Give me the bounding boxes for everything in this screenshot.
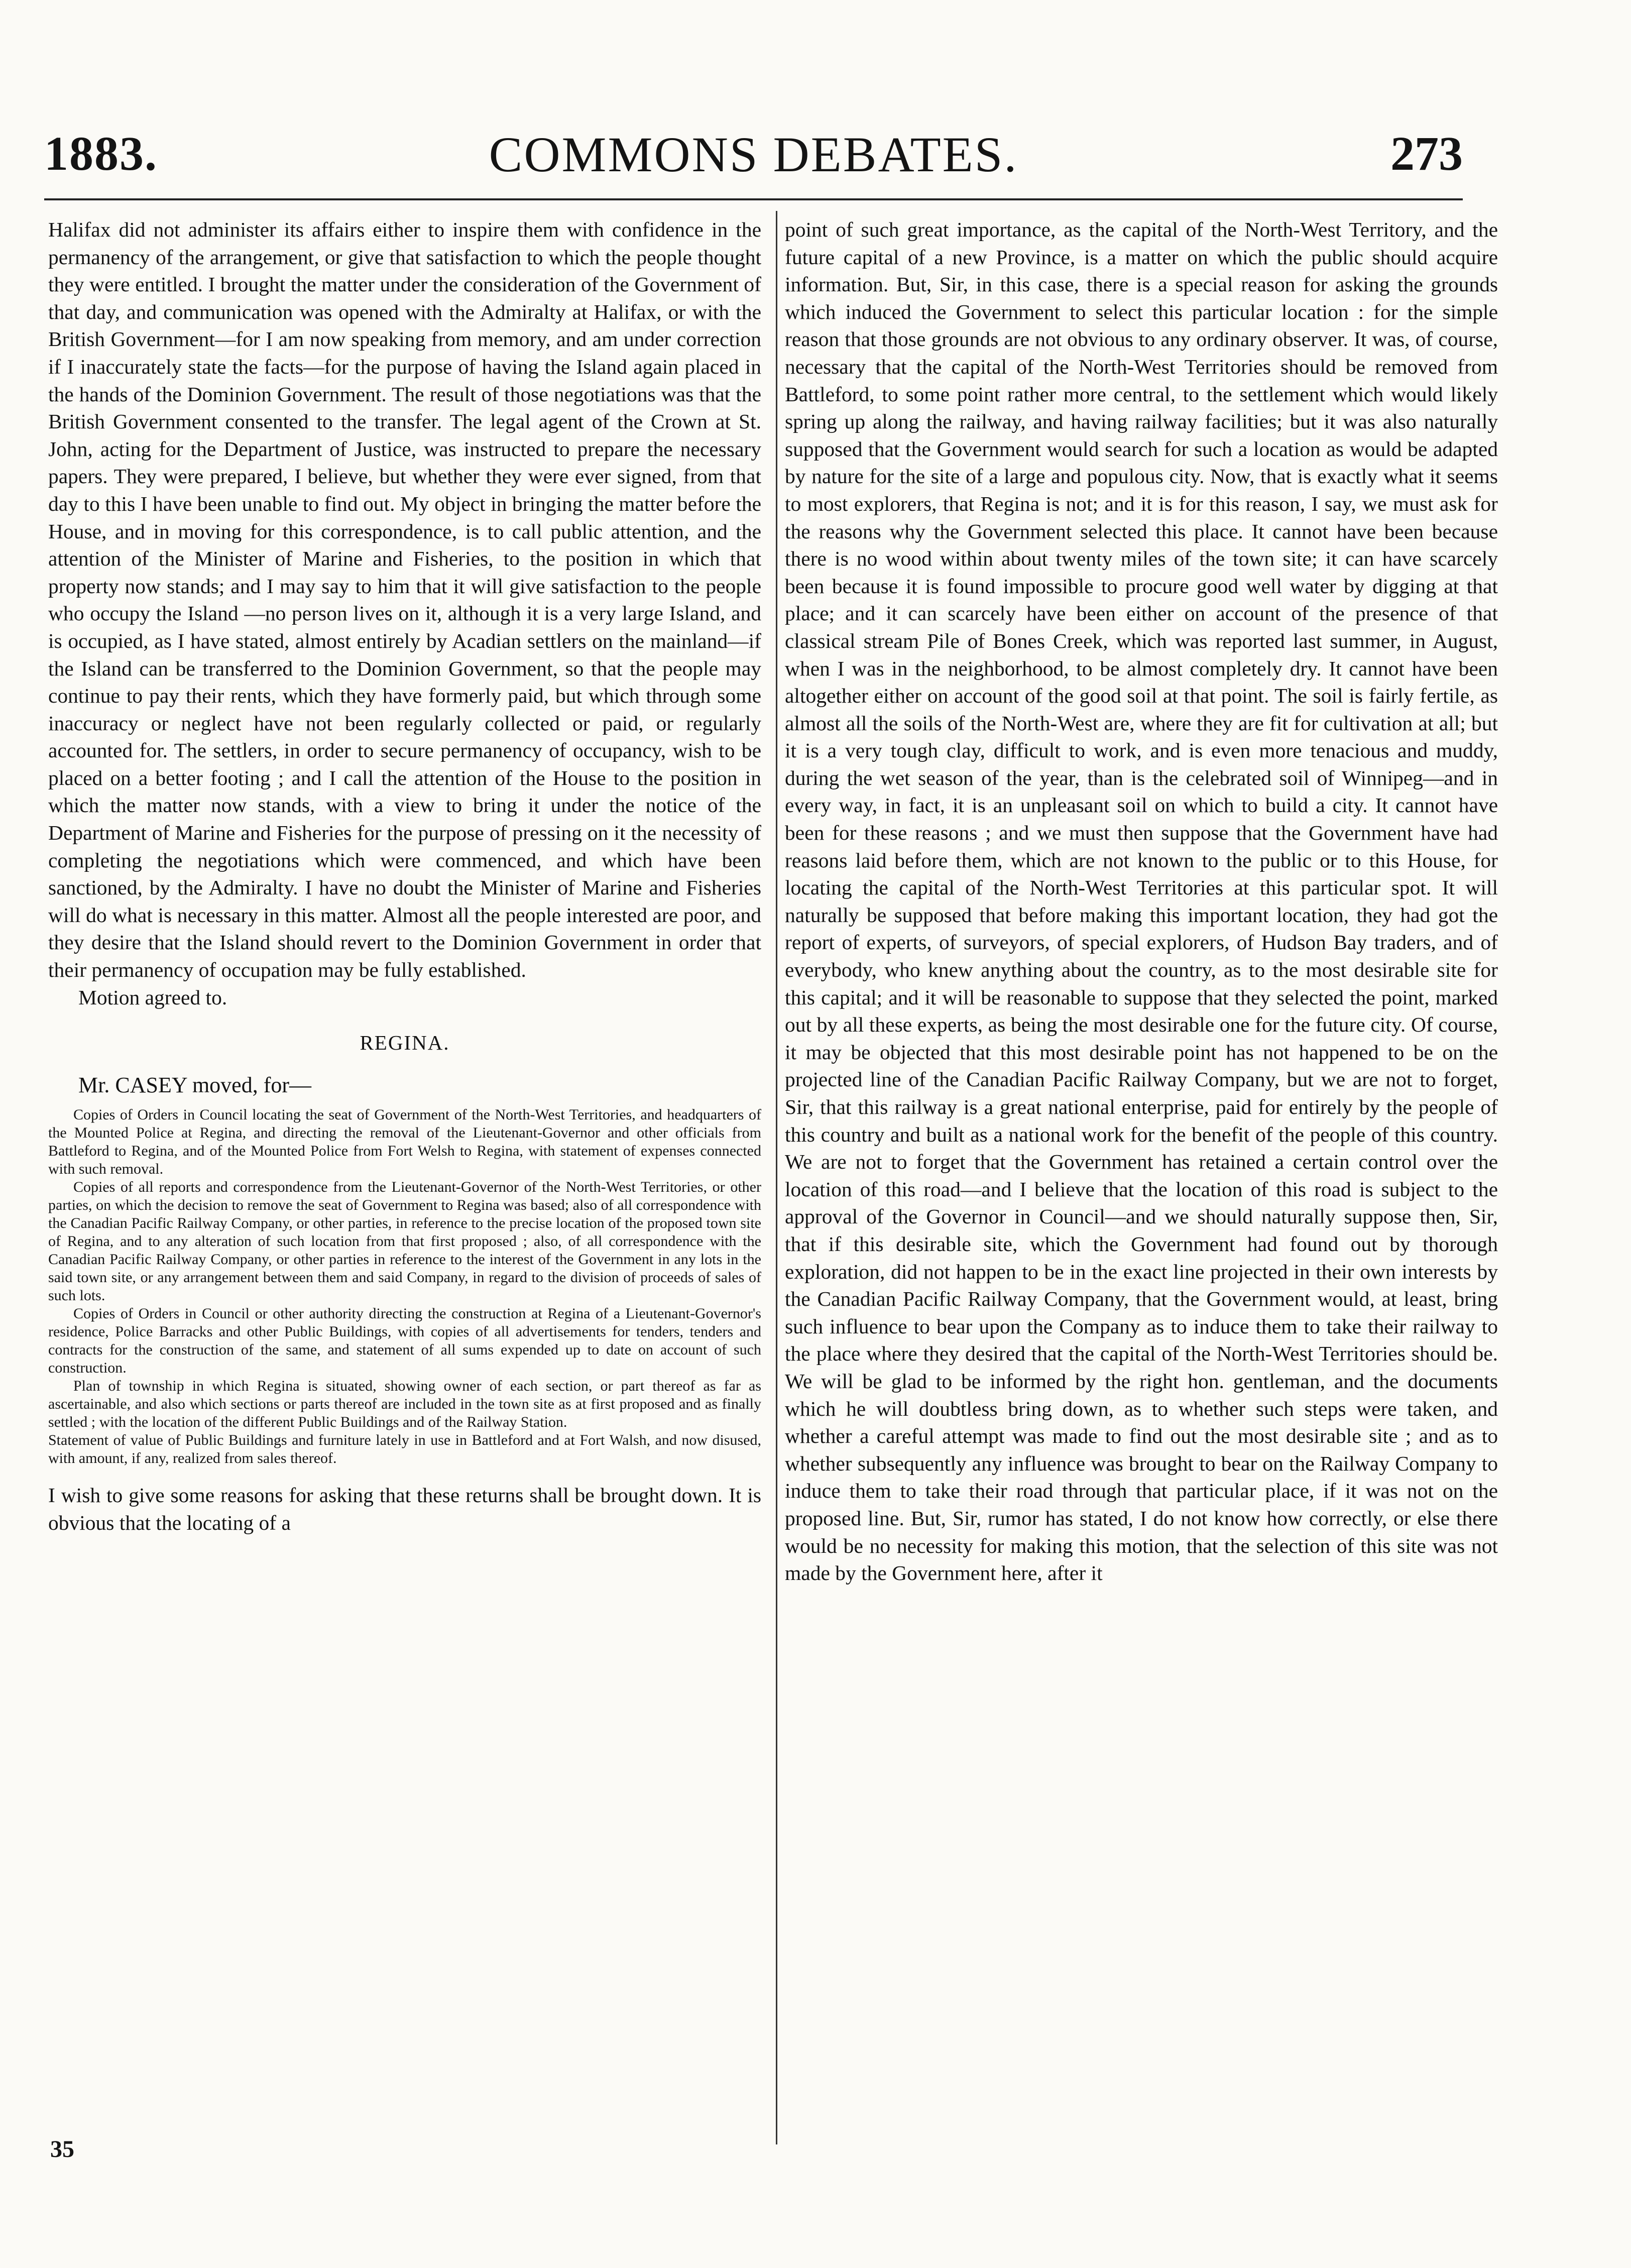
signature-mark: 35 <box>50 2136 74 2163</box>
header-year: 1883. <box>44 127 158 180</box>
column-divider <box>776 211 777 2144</box>
order-item: Statement of value of Public Buildings and furniture lately in use in Battleford and at Fort Walsh, and now disused, with amount, if any, realized from sales thereof. <box>48 1432 761 1467</box>
right-paragraph: point of such great importance, as the capital of the North-West Territory, and the future capital of a new Province, is a matter on which the public should acquire information. But, Sir, in this case, there is a special reason for asking the grounds which induced the Government to select this particular location : for the simple reason that those grounds are not obvious to any ordinary observer. It was, of course, necessary that the capital of the North-West Territories should be removed from Battleford, to some point rather more central, to the settlement which would likely spring up along the railway, and having railway facilities; but it was also naturally supposed that the Government would search for such a location as would be adapted by nature for the site of a large and populous city. Now, that is exactly what it seems to most explorers, that Regina is not; and it is for this reason, I say, we must ask for the reasons why the Government selected this place. It cannot have been because there is no wood within about twenty miles of the town site; it can have scarcely been because it is found impossible to procure good well water by digging at that place; and it can scarcely have been either on account of the presence of that classical stream Pile of Bones Creek, which was reported last summer, in August, when I was in the neighborhood, to be almost completely dry. It cannot have been altogether either on account of the good soil at that point. The soil is fairly fertile, as almost all the soils of the North-West are, where they are fit for cultivation at all; but it is a very tough clay, difficult to work, and is even more tenacious and muddy, during the wet season of the year, than is the celebrated soil of Winnipeg—and in every way, in fact, it is an unpleasant soil on which to build a city. It cannot have been for these reasons ; and we must then suppose that the Government have had reasons laid before them, which are not known to the public or to this House, for locating the capital of the North-West Territories at this particular spot. It will naturally be supposed that before making this important location, they had got the report of experts, of surveyors, of special explorers, of Hudson Bay traders, and of everybody, who knew anything about the country, as to the most desirable site for this capital; and it will be reasonable to suppose that they selected the point, marked out by all these experts, as being the most desirable one for the future city. Of course, it may be objected that this most desirable point has not happened to be on the projected line of the Canadian Pacific Railway Company, but we are not to forget, Sir, that this railway is a great national enterprise, paid for entirely by the people of this country and built as a national work for the benefit of the people of this country. We are not to forget that the Government has retained a certain control over the location of this road—and I believe that the location of this road is subject to the approval of the Governor in Council—and we should naturally suppose then, Sir, that if this desirable site, which the Government had found out by thorough exploration, did not happen to be in the exact line projected in their own interests by the Canadian Pacific Railway Company, that the Government would, at least, bring such influence to bear upon the Company as to induce them to take their railway to the place where they desired that the capital of the North-West Territories should be. We will be glad to be informed by the right hon. gentleman, and the documents which he will doubtless bring down, as to whether such steps were taken, and whether a careful attempt was made to find out the most desirable site ; and as to whether subsequently any influence was brought to bear on the Railway Company to induce them to take their road through that particular place, if it was not on the proposed line. But, Sir, rumor has stated, I do not know how correctly, or else there would be no necessity for making this motion, that the selection of this site was not made by the Government here, after it <box>785 218 1498 1585</box>
header-title: COMMONS DEBATES. <box>489 127 1018 182</box>
order-item: Copies of Orders in Council locating the seat of Government of the North-West Territories, and headquarters of the Mounted Police at Regina, and directing the removal of the Lieutenant-Governor and other officials from Battleford to Regina, and of the Mounted Police from Fort Welsh to Regina, with statement of expenses connected with such removal. <box>48 1106 761 1178</box>
left-paragraph: Halifax did not administer its affairs either to inspire them with confidence in the permanency of the arrangement, or give that satisfaction to which the people thought they were entitled. I brought the matter under the consideration of the Government of that day, and communication was opened with the Admiralty at Halifax, or with the British Government—for I am now speaking from memory, and am under correction if I inaccurately state the facts—for the purpose of having the Island again placed in the hands of the Dominion Government. The result of those negotiations was that the British Government consented to the transfer. The legal agent of the Crown at St. John, acting for the Department of Justice, was instructed to prepare the necessary papers. They were prepared, I believe, but whether they were ever signed, from that day to this I have been unable to find out. My object in bringing the matter before the House, and in moving for this correspondence, is to call public attention, and the attention of the Minister of Marine and Fisheries, to the position in which that property now stands; and I may say to him that it will give satisfaction to the people who occupy the Island —no person lives on it, although it is a very large Island, and is occupied, as I have stated, almost entirely by Acadian settlers on the mainland—if the Island can be transferred to the Dominion Government, so that the people may continue to pay their rents, which they have formerly paid, but which through some inaccuracy or neglect have not been regularly collected or paid, or regularly accounted for. The settlers, in order to secure permanency of occupancy, wish to be placed on a better footing ; and I call the attention of the House to the position in which the matter now stands, with a view to bring it under the notice of the Department of Marine and Fisheries for the purpose of pressing on it the necessity of completing the negotiations which were commenced, and which have been sanctioned, by the Admiralty. I have no doubt the Minister of Marine and Fisheries will do what is necessary in this matter. Almost all the people interested are poor, and they desire that the Island should revert to the Dominion Government in order that their permanency of occupation may be fully established. <box>48 218 761 982</box>
page-header <box>44 126 1463 201</box>
motion-line: Motion agreed to. <box>78 985 227 1009</box>
order-item: Copies of Orders in Council or other authority directing the construction at Regina of a Lieutenant-Governor's residence, Police Barracks and other Public Buildings, with copies of all advertisements for tenders, tenders and contracts for the construction of the same, and statement of all sums expended up to date on account of such construction. <box>48 1305 761 1377</box>
right-column <box>785 216 1498 1587</box>
order-item: Copies of all reports and correspondence from the Lieutenant-Governor of the North-West Territories, or other parties, on which the decision to remove the seat of Government to Regina was based; also of all correspondence with the Canadian Pacific Railway Company, or other parties, in reference to the precise location of the proposed town site of Regina, and to any alteration of such location from that first proposed ; also, of all correspondence with the Canadian Pacific Railway Company, or other parties in reference to the interest of the Government in any lots in the said town site, or any arrangement between them and said Company, in regard to the division of proceeds of sales of such lots. <box>48 1179 761 1304</box>
left-column <box>48 216 761 1537</box>
header-page-number: 273 <box>1390 127 1463 180</box>
moved-line: Mr. CASEY moved, for— <box>78 1072 312 1097</box>
order-item: Plan of township in which Regina is situated, showing owner of each section, or part thereof as far as ascertainable, and also which sections or parts thereof are included in the town site as at first proposed and as finally settled ; with the location of the different Public Buildings and of the Railway Station. <box>48 1378 761 1431</box>
section-heading: REGINA. <box>360 1031 450 1055</box>
header-rule <box>44 198 1463 200</box>
reasons-paragraph: I wish to give some reasons for asking that these returns shall be brought down. It is obvious that the locating of a <box>48 1484 761 1534</box>
